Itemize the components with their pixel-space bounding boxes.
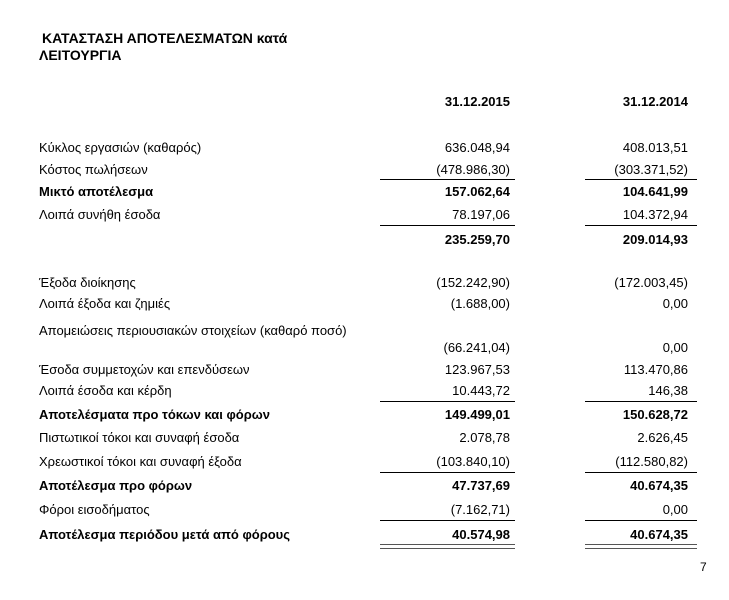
table-row-other-gains (39, 382, 699, 400)
value-2015: 2.078,78 (459, 430, 510, 445)
row-label: Απομειώσεις περιουσιακών στοιχείων (καθαρό ποσό) (39, 323, 347, 338)
table-row-subtotal (39, 231, 699, 249)
value-2015: (152.242,90) (436, 275, 510, 290)
underline (380, 225, 515, 226)
statement-title (39, 30, 288, 64)
row-label: Αποτέλεσμα προ φόρων (39, 478, 193, 493)
value-2015: (478.986,30) (436, 162, 510, 177)
value-2014: 113.470,86 (623, 362, 688, 377)
table-row-interest-income (39, 429, 699, 447)
table-row-net-profit (39, 526, 699, 544)
table-row-gross-profit (39, 183, 699, 201)
value-2014: 2.626,45 (637, 430, 688, 445)
row-label: Αποτελέσματα προ τόκων και φόρων (39, 407, 270, 422)
value-2014: 150.628,72 (622, 407, 688, 422)
column-header-2015: 31.12.2015 (444, 94, 510, 109)
value-2015: 40.574,98 (452, 527, 510, 542)
page-number: 7 (700, 560, 707, 574)
row-label: Λοιπά συνήθη έσοδα (39, 207, 161, 222)
value-2014: 0,00 (662, 340, 688, 355)
value-2015: 47.737,69 (452, 478, 510, 493)
table-row-admin-expenses (39, 274, 699, 292)
column-header-2014: 31.12.2014 (622, 94, 688, 109)
double-underline (380, 544, 515, 549)
underline (380, 520, 515, 521)
value-2014: 104.641,99 (622, 184, 688, 199)
statement-title-line2: ΛΕΙΤΟΥΡΓΙΑ (39, 47, 122, 63)
value-2015: 78.197,06 (452, 207, 510, 222)
table-row-ebit (39, 406, 699, 424)
table-row-revenue (39, 139, 699, 157)
value-2015: 157.062,64 (444, 184, 510, 199)
value-2014: (112.580,82) (615, 454, 688, 469)
value-2014: 40.674,35 (630, 478, 688, 493)
value-2015: (103.840,10) (436, 454, 510, 469)
value-2014: 40.674,35 (630, 527, 688, 542)
row-label: Κόστος πωλήσεων (39, 162, 148, 177)
row-label: Πιστωτικοί τόκοι και συναφή έσοδα (39, 430, 240, 445)
value-2014: 408.013,51 (622, 140, 688, 155)
value-2014: 0,00 (662, 502, 688, 517)
underline (585, 225, 697, 226)
row-label: Αποτέλεσμα περιόδου μετά από φόρους (39, 527, 291, 542)
row-label: Έσοδα συμμετοχών και επενδύσεων (39, 362, 250, 377)
row-label: Έξοδα διοίκησης (39, 275, 136, 290)
value-2014: 146,38 (648, 383, 688, 398)
value-2015: 636.048,94 (444, 140, 510, 155)
value-2015: (66.241,04) (443, 340, 510, 355)
table-row-interest-expense (39, 453, 699, 471)
row-label: Λοιπά έσοδα και κέρδη (39, 383, 172, 398)
row-label: Χρεωστικοί τόκοι και συναφή έξοδα (39, 454, 242, 469)
table-row-profit-before-tax (39, 477, 699, 495)
value-2015: 235.259,70 (444, 232, 510, 247)
value-2014: 209.014,93 (622, 232, 688, 247)
value-2015: 149.499,01 (444, 407, 510, 422)
table-row-income-tax (39, 501, 699, 519)
underline (380, 179, 515, 180)
double-underline (585, 544, 697, 549)
table-row-investment-income (39, 361, 699, 379)
underline (380, 472, 515, 473)
statement-title-line1: ΚΑΤΑΣΤΑΣΗ ΑΠΟΤΕΛΕΣΜΑΤΩΝ κατά (42, 30, 288, 46)
underline (585, 401, 697, 402)
table-row-impairments (39, 323, 699, 357)
row-label: Κύκλος εργασιών (καθαρός) (39, 140, 202, 155)
underline (380, 401, 515, 402)
value-2015: (1.688,00) (450, 296, 510, 311)
table-row-cost-of-sales (39, 161, 699, 179)
value-2014: 0,00 (662, 296, 688, 311)
value-2015: 10.443,72 (452, 383, 510, 398)
table-row-other-income (39, 206, 699, 224)
underline (585, 472, 697, 473)
row-label: Λοιπά έξοδα και ζημιές (39, 296, 171, 311)
row-label: Φόροι εισοδήματος (39, 502, 150, 517)
value-2015: 123.967,53 (444, 362, 510, 377)
value-2014: 104.372,94 (622, 207, 688, 222)
underline (585, 520, 697, 521)
underline (585, 179, 697, 180)
value-2014: (172.003,45) (614, 275, 688, 290)
value-2015: (7.162,71) (450, 502, 510, 517)
table-row-other-expenses (39, 295, 699, 313)
value-2014: (303.371,52) (614, 162, 688, 177)
row-label: Μικτό αποτέλεσμα (39, 184, 154, 199)
